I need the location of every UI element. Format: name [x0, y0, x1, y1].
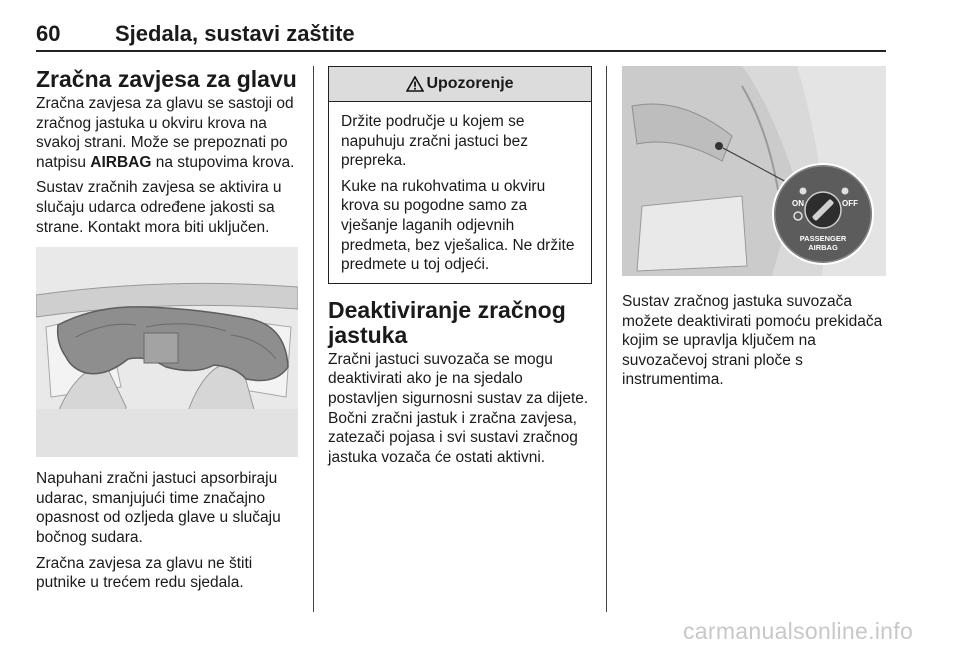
paragraph: Zračna zavjesa za glavu se sastoji od zračnog jastuka u okviru krova na svakoj strani. Može se prepoznati po natpisu AIRBAG na stupovima krova.: [36, 95, 295, 171]
warning-body: [329, 102, 591, 283]
paragraph: Sustav zračnog jastuka suvozača možete deaktivirati pomoću prekidača kojim se upravlja ključem na suvozačevoj strani ploče s instrumentima.: [622, 293, 883, 389]
section-heading: Deaktiviranje zračnog jastuka: [328, 296, 566, 348]
column-divider: [313, 66, 314, 612]
switch-label-on: ON: [792, 199, 804, 208]
airbag-keyword: AIRBAG: [90, 153, 152, 171]
column-middle: [328, 66, 592, 473]
warning-box: [328, 66, 592, 284]
warning-title: Upozorenje: [426, 75, 514, 93]
paragraph: Napuhani zračni jastuci apsorbiraju udarac, smanjujući time značajno opasnost od ozljeda glave u slučaju bočnog sudara.: [36, 470, 281, 546]
paragraph: Zračni jastuci suvozača se mogu deaktivirati ako je na sjedalo postavljen sigurnosni sustav za dijete. Bočni zračni jastuk i zračna zavjesa, zatezači pojasa i svi sustavi zračnog jastuka vozača će ostati aktivni.: [328, 350, 589, 466]
running-title: Sjedala, sustavi zaštite: [115, 21, 355, 46]
warning-triangle-icon: [406, 76, 424, 92]
paragraph: Zračna zavjesa za glavu ne štiti putnike u trećem redu sjedala.: [36, 554, 253, 592]
column-right: [622, 66, 886, 396]
switch-label-airbag: AIRBAG: [808, 243, 838, 252]
watermark: carmanualsonline.info: [683, 618, 914, 644]
column-left: [36, 66, 304, 599]
airbag-deactivation-switch-illustration: [622, 66, 886, 276]
section-heading: Zračna zavjesa za glavu: [36, 66, 297, 92]
switch-label-passenger: PASSENGER: [799, 234, 847, 243]
warning-text: Držite područje u kojem se napuhuju zračni jastuci bez prepreka.: [341, 113, 528, 170]
header-rule: [36, 50, 886, 52]
page-number: 60: [36, 21, 61, 46]
warning-header: [329, 67, 591, 102]
curtain-airbag-illustration: [36, 247, 298, 457]
switch-label-off: OFF: [842, 199, 858, 208]
column-divider: [606, 66, 607, 612]
warning-text: Kuke na rukohvatima u okviru krova su pogodne samo za vješanje laganih odjevnih predmeta, bez vješalica. Ne držite predmete u toj odjeći.: [341, 177, 575, 274]
paragraph: Sustav zračnih zavjesa se aktivira u slučaju udarca određene jakosti sa strane. Kontakt mora biti uključen.: [36, 179, 282, 236]
